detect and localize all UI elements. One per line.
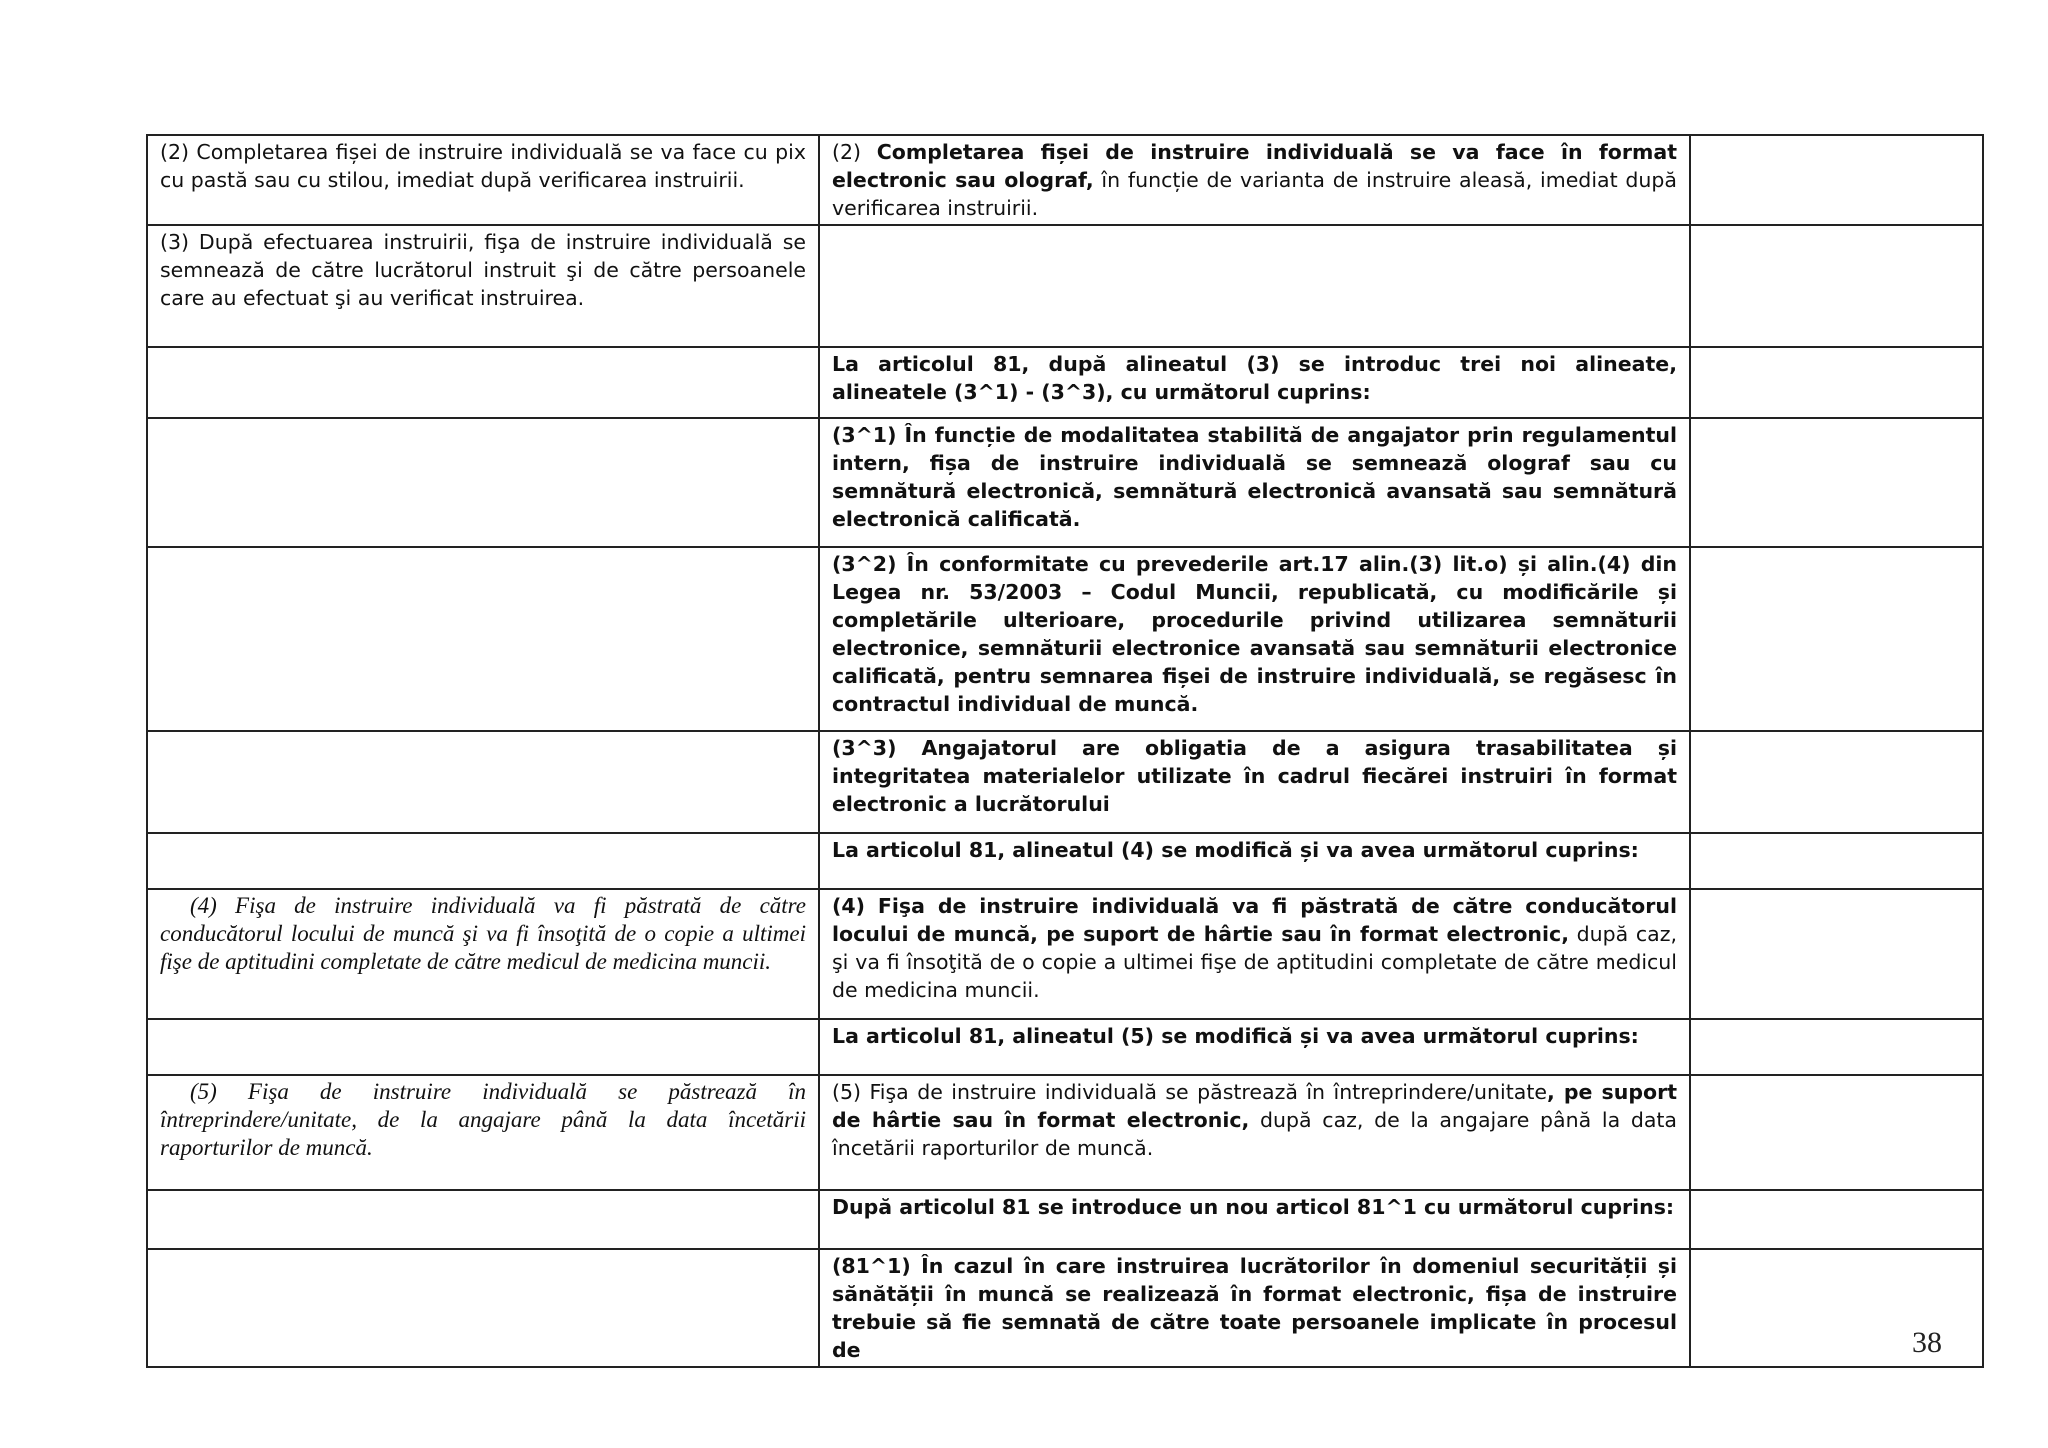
notes-cell: [1690, 225, 1983, 347]
amendment-instruction: La articolul 81, alineatul (5) se modifică și va avea următorul cuprins:: [832, 1024, 1639, 1048]
new-text-cell: [819, 889, 1690, 1019]
new-text-bold: (3^3) Angajatorul are obligatia de a asigura trasabilitatea și integritatea materialelor utilizate în cadrul fiecărei instruiri în format electronic a lucrătorului: [832, 736, 1677, 816]
notes-cell: [1690, 1075, 1983, 1190]
notes-cell: [1690, 889, 1983, 1019]
old-text-cell: [147, 347, 819, 418]
new-text-bold: (3^2) În conformitate cu prevederile art.17 alin.(3) lit.o) și alin.(4) din Legea nr. 53/2003 – Codul Muncii, republicată, cu modificările și completările ulterioare, procedurile privind utilizarea semnăturii electronice, semnăturii electronice avansată sau semnăturii electronice calificată, pentru semnarea fișei de instruire individuală, se regăsesc în contractul individual de muncă.: [832, 552, 1677, 716]
new-text: după caz, şi va fi însoţită de o copie a ultimei fişe de aptitudini completate de către medicul de medicina muncii.: [832, 922, 1677, 1002]
old-text-cell: [147, 731, 819, 833]
old-text-cell: [147, 1190, 819, 1249]
notes-cell: [1690, 135, 1983, 225]
table-row: [147, 1249, 1983, 1367]
new-text-cell: [819, 347, 1690, 418]
page-number: 38: [1912, 1326, 1942, 1359]
table-row: [147, 1019, 1983, 1075]
new-text-cell: [819, 731, 1690, 833]
table-row: [147, 1190, 1983, 1249]
amendment-instruction: La articolul 81, alineatul (4) se modifică și va avea următorul cuprins:: [832, 838, 1639, 862]
paragraph-number: (2): [832, 140, 877, 164]
new-text-cell: [819, 547, 1690, 731]
amendment-instruction: După articolul 81 se introduce un nou articol 81^1 cu următorul cuprins:: [832, 1195, 1675, 1219]
notes-cell: [1690, 418, 1983, 547]
new-text-bold: (3^1) În funcție de modalitatea stabilită de angajator prin regulamentul intern, fișa de instruire individuală se semnează olograf sau cu semnătură electronică, semnătură electronică avansată sau semnătură electronică calificată.: [832, 423, 1677, 531]
table-row: [147, 135, 1983, 225]
notes-cell: [1690, 833, 1983, 889]
table-row: [147, 418, 1983, 547]
new-text-cell: [819, 1075, 1690, 1190]
old-text-cell: [147, 1249, 819, 1367]
new-text-bold: , pe suport de hârtie sau în format electronic,: [832, 1080, 1677, 1132]
table-row: [147, 889, 1983, 1019]
comparison-table: [146, 134, 1984, 1368]
new-text-cell: [819, 135, 1690, 225]
new-text-bold: Completarea fișei de instruire individuală se va face în format electronic sau olograf,: [832, 140, 1677, 192]
old-text-cell: [147, 135, 819, 225]
new-text: în funcție de varianta de instruire aleasă, imediat după verificarea instruirii.: [832, 168, 1677, 220]
new-text-cell: [819, 225, 1690, 347]
notes-cell: [1690, 347, 1983, 418]
old-text-cell: [147, 1019, 819, 1075]
amendment-instruction: La articolul 81, după alineatul (3) se introduc trei noi alineate, alineatele (3^1) - (3^3), cu următorul cuprins:: [832, 352, 1677, 404]
new-text-cell: [819, 1249, 1690, 1367]
table-row: [147, 731, 1983, 833]
table-row: [147, 547, 1983, 731]
table-row: [147, 1075, 1983, 1190]
old-text-cell: [147, 547, 819, 731]
notes-cell: [1690, 731, 1983, 833]
new-text-cell: [819, 1190, 1690, 1249]
new-text-cell: [819, 833, 1690, 889]
old-text-cell: [147, 889, 819, 1019]
notes-cell: [1690, 547, 1983, 731]
old-text: (5) Fişa de instruire individuală se păstrează în întreprindere/unitate, de la angajare până la data încetării raporturilor de muncă.: [160, 1079, 806, 1160]
new-text: (5) Fişa de instruire individuală se păstrează în întreprindere/unitate: [832, 1080, 1547, 1104]
table-row: [147, 347, 1983, 418]
old-text-cell: [147, 833, 819, 889]
table-row: [147, 833, 1983, 889]
notes-cell: [1690, 1190, 1983, 1249]
old-text: (4) Fişa de instruire individuală va fi păstrată de către conducătorul locului de muncă şi va fi însoţită de o copie a ultimei fişe de aptitudini completate de către medicul de medicina muncii.: [160, 893, 806, 974]
old-text: (3) După efectuarea instruirii, fişa de instruire individuală se semnează de către lucrătorul instruit şi de către persoanele care au efectuat şi au verificat instruirea.: [160, 230, 806, 310]
old-text-cell: [147, 225, 819, 347]
old-text-cell: [147, 1075, 819, 1190]
new-text-bold: (4) Fişa de instruire individuală va fi păstrată de către conducătorul locului de muncă, pe suport de hârtie sau în format electronic,: [832, 894, 1677, 946]
old-text-cell: [147, 418, 819, 547]
new-text-bold: (81^1) În cazul în care instruirea lucrătorilor în domeniul securității și sănătății în muncă se realizează în format electronic, fișa de instruire trebuie să fie semnată de către toate persoanele implicate în procesul de: [832, 1254, 1677, 1362]
table-row: [147, 225, 1983, 347]
new-text-cell: [819, 1019, 1690, 1075]
new-text: după caz, de la angajare până la data încetării raporturilor de muncă.: [832, 1108, 1677, 1160]
new-text-cell: [819, 418, 1690, 547]
notes-cell: [1690, 1019, 1983, 1075]
old-text: (2) Completarea fișei de instruire individuală se va face cu pix cu pastă sau cu stilou, imediat după verificarea instruirii.: [160, 140, 806, 192]
